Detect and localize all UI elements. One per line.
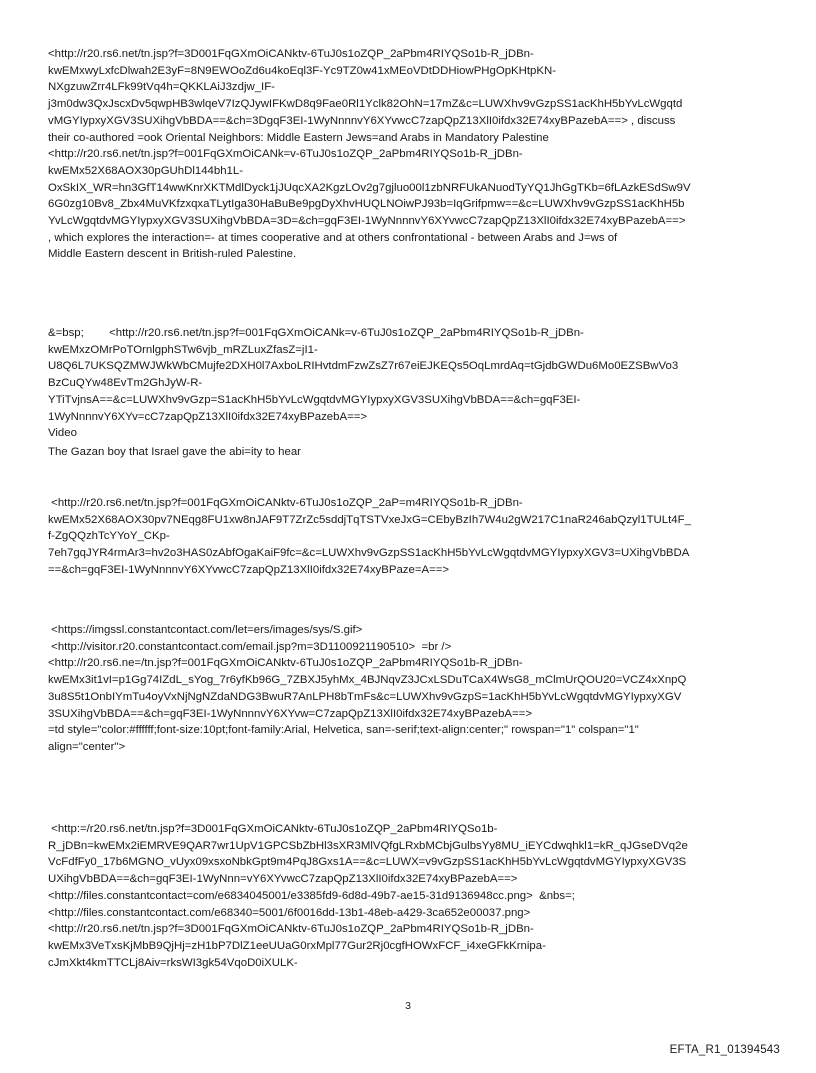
text-line: align="center">: [48, 740, 126, 753]
text-line: Video: [48, 427, 77, 440]
text-line: their co-authored =ook Oriental Neighbors: Middle Eastern Jews=and Arabs in Mandatory Palestine: [48, 131, 549, 144]
text-line: 1WyNnnnvY6XYv=cC7zapQpZ13XlI0ifdx32E74xyBPazebA==>: [48, 410, 368, 423]
text-block: [48, 444, 774, 461]
text-line: VcFdfFy0_17b6MGNO_vUyx09xsxoNbkGpt9m4PqJ8Gxs1A==&c=LUWX=v9vGzpSS1acKhH5bYvLcWgqtdvMGYIypxyXGV3S: [48, 856, 687, 869]
text-line: j3m0dw3QxJscxDv5qwpHB3wlqeV7IzQJywIFKwD8q9Fae0Rl1Yclk82OhN=17mZ&c=LUWXhv9vGzpSS1acKhH5bYvLcWgqtd: [48, 98, 683, 111]
text-line: BzCuQYw48EvTm2GhJyW-R-: [48, 377, 203, 390]
text-line: <http://files.constantcontact=com/e6834045001/e3385fd9-6d8d-49b7-ae15-31d9136948cc.png> &nbs=;: [48, 889, 575, 902]
text-line: YTiTvjnsA==&c=LUWXhv9vGzp=S1acKhH5bYvLcWgqtdvMGYIypxyXGV3SUXihgVbBDA==&ch=gqF3EI-: [48, 393, 581, 406]
text-line: <https://imgssl.constantcontact.com/let=ers/images/sys/S.gif>: [48, 624, 363, 636]
text-block: [48, 821, 774, 971]
text-line: , which explores the interaction=- at times cooperative and at others confrontational - between Arabs and J=ws of: [48, 231, 618, 244]
text-line: Middle Eastern descent in British-ruled Palestine.: [48, 248, 297, 261]
text-line: &=bsp; <http://r20.rs6.net/tn.jsp?f=001FqGXmOiCANk=v-6TuJ0s1oZQP_2aPbm4RIYQSo1b-R_jDBn-: [48, 327, 584, 339]
text-block: [48, 325, 774, 442]
page-number: 3: [405, 1000, 411, 1012]
text-line: <http://files.constantcontact.com/e68340=5001/6f0016dd-13b1-48eb-a429-3ca652e00037.png>: [48, 906, 531, 919]
text-line: <http:=/r20.rs6.net/tn.jsp?f=3D001FqGXmOiCANktv-6TuJ0s1oZQP_2aPbm4RIYQSo1b-: [48, 823, 498, 835]
text-line: ==&ch=gqF3EI-1WyNnnnvY6XYvwcC7zapQpZ13XlI0ifdx32E74xyBPaze=A==>: [48, 563, 450, 576]
text-line: 6G0zg10Bv8_Zbx4MuVKfzxqxaTLytIga30HaBuBe9pgDyXhvHUQLNOiwPJ93b=IqGrifpmw==&c=LUWXhv9vGzpSS1acKhH5b: [48, 198, 685, 211]
text-block: [48, 495, 774, 579]
text-line: <http://r20.rs6.net/tn.jsp?f=3D001FqGXmOiCANktv-6TuJ0s1oZQP_2aPbm4RIYQSo1b-R_jDBn-: [48, 48, 534, 60]
text-line: OxSkIX_WR=hn3GfT14wwKnrXKTMdlDyck1jJUqcXA2KgzLOv2g7gjluo00l1zbNRFUkANuodTyYQ1JhGgTKb=6fLAzkESdSw9V: [48, 181, 691, 194]
text-line: R_jDBn=kwEMx2iEMRVE9QAR7wr1UpV1GPCSbZbHl3sXR3MlVQfgLRxbMCbjGulbsYy8MU_iEYCdwqhkl1=kR_qJGseDVq2e: [48, 839, 688, 852]
text-line: cJmXkt4kmTTCLj8Aiv=rksWI3gk54VqoD0iXULK-: [48, 956, 298, 969]
text-line: YvLcWgqtdvMGYIypxyXGV3SUXihgVbBDA=3D=&ch=gqF3EI-1WyNnnnvY6XYvwcC7zapQpZ13XlI0ifdx32E74xyBPazebA==>: [48, 215, 686, 228]
text-line: <http://r20.rs6.net/tn.jsp?f=3D001FqGXmOiCANktv-6TuJ0s1oZQP_2aPbm4RIYQSo1b-R_jDBn-: [48, 923, 534, 936]
text-line: vMGYIypxyXGV3SUXihgVbBDA==&ch=3DgqF3EI-1WyNnnnvY6XYvwcC7zapQpZ13XlI0ifdx32E74xyBPazebA==> , discuss: [48, 114, 676, 127]
text-line: UXihgVbBDA==&ch=gqF3EI-1WyNnn=vY6XYvwcC7zapQpZ13XlI0ifdx32E74xyBPazebA==>: [48, 873, 518, 886]
text-line: U8Q6L7UKSQZMWJWkWbCMujfe2DXH0l7AxboLRIHvtdmFzwZsZ7r67eiEJKEQs5OqLmrdAq=tGjdbGWDu6Mo0EZSBwVo3: [48, 360, 679, 373]
text-line: kwEMxzOMrPoTOrnlgphSTw6vjb_mRZLuxZfasZ=jI1-: [48, 343, 318, 356]
text-line: kwEMx52X68AOX30pGUhDl144bh1L-: [48, 164, 244, 177]
text-line: <http://r20.rs6.net/tn.jsp?f=001FqGXmOiCANktv-6TuJ0s1oZQP_2aP=m4RIYQSo1b-R_jDBn-: [48, 497, 523, 509]
text-line: f-ZgQQzhTcYYoY_CKp-: [48, 530, 170, 543]
text-line: The Gazan boy that Israel gave the abi=ity to hear: [48, 446, 301, 458]
document-footer-id: EFTA_R1_01394543: [669, 1044, 780, 1056]
text-line: 7eh7gqJYR4rmAr3=hv2o3HAS0zAbfOgaKaiF9fc=&c=LUWXhv9vGzpSS1acKhH5bYvLcWgqtdvMGYIypxyXGV3=UXihgVbBDA: [48, 547, 690, 560]
text-line: kwEMx3it1vI=p1Gg74IZdL_sYog_7r6yfKb96G_7ZBXJ5yhMx_4BJNqvZ3JCxLSDuTCaX4WsG8_mClmUrQOU20=VCZ4xXnpQ: [48, 674, 687, 687]
text-block: [48, 622, 774, 756]
text-line: 3SUXihgVbBDA==&ch=gqF3EI-1WyNnnnvY6XYvw=C7zapQpZ13XlI0ifdx32E74xyBPazebA==>: [48, 707, 532, 720]
text-line: <http://r20.rs6.ne=/tn.jsp?f=001FqGXmOiCANktv-6TuJ0s1oZQP_2aPbm4RIYQSo1b-R_jDBn-: [48, 657, 523, 670]
text-block: [48, 46, 774, 263]
text-line: <http://r20.rs6.net/tn.jsp?f=001FqGXmOiCANk=v-6TuJ0s1oZQP_2aPbm4RIYQSo1b-R_jDBn-: [48, 148, 523, 161]
text-line: <http://visitor.r20.constantcontact.com/email.jsp?m=3D1100921190510> =br />: [48, 640, 452, 653]
text-line: kwEMxwyLxfcDlwah2E3yF=8N9EWOoZd6u4koEql3F-Yc9TZ0w41xMEoVDtDDHiowPHgOpKHtpKN-: [48, 64, 556, 77]
text-line: 3u8S5t1OnbIYmTu4oyVxNjNgNZdaNDG3BwuR7AnLPH8bTmFs&c=LUWXhv9vGzpS=1acKhH5bYvLcWgqtdvMGYIypxyXGV: [48, 690, 682, 703]
text-line: kwEMx52X68AOX30pv7NEqg8FU1xw8nJAF9T7ZrZc5sddjTqTSTVxeJxG=CEbyBzIh7W4u2gW217C1naR246abQzyl1TULt4F_: [48, 513, 691, 526]
text-line: =td style="color:#ffffff;font-size:10pt;font-family:Arial, Helvetica, san=-serif;text-align:center;" rowspan="1" colspan="1": [48, 724, 639, 737]
text-line: NXgzuwZrr4LFk99tVq4h=QKKLAiJ3zdjw_IF-: [48, 81, 275, 94]
text-line: kwEMx3VeTxsKjMbB9QjHj=zH1bP7DlZ1eeUUaG0rxMpl77Gur2Rj0cgfHOWxFCF_i4xeGFkKrnipa-: [48, 939, 546, 952]
